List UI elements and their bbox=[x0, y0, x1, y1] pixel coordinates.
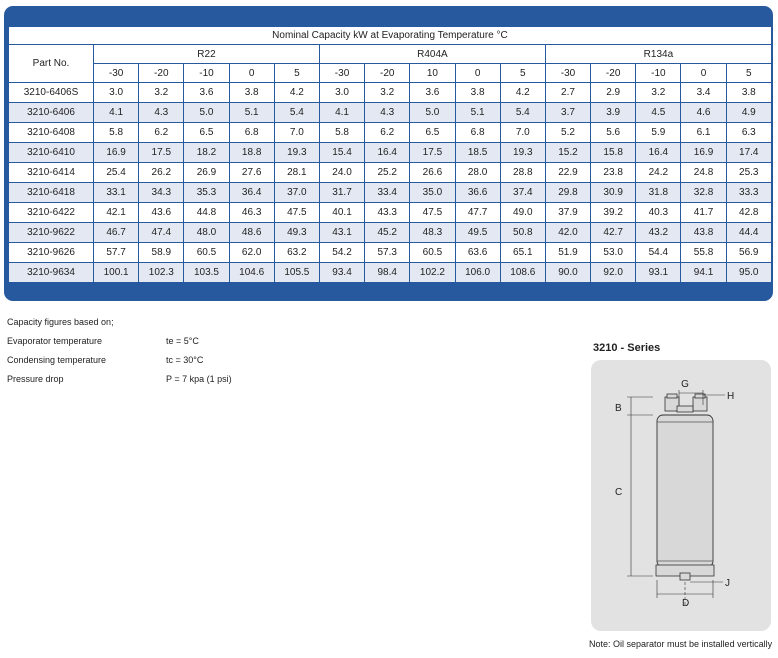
capacity-cell: 15.2 bbox=[545, 143, 590, 163]
condition-label: Evaporator temperature bbox=[7, 336, 103, 346]
capacity-cell: 3.6 bbox=[184, 83, 229, 103]
temperature-header: -20 bbox=[591, 64, 636, 83]
capacity-cell: 3.6 bbox=[410, 83, 455, 103]
dim-label-c: C bbox=[615, 487, 623, 498]
capacity-cell: 5.0 bbox=[184, 103, 229, 123]
capacity-cell: 7.0 bbox=[500, 123, 545, 143]
capacity-cell: 16.9 bbox=[94, 143, 139, 163]
conditions-heading: Capacity figures based on; bbox=[7, 317, 114, 327]
refrigerant-header-r404a: R404A bbox=[319, 45, 545, 64]
table-row bbox=[9, 143, 772, 163]
capacity-cell: 4.3 bbox=[139, 103, 184, 123]
capacity-cell: 37.9 bbox=[545, 203, 590, 223]
capacity-cell: 103.5 bbox=[184, 263, 229, 283]
capacity-cell: 60.5 bbox=[184, 243, 229, 263]
capacity-cell: 47.5 bbox=[274, 203, 319, 223]
table-row bbox=[9, 243, 772, 263]
capacity-cell: 3.8 bbox=[726, 83, 771, 103]
capacity-cell: 33.3 bbox=[726, 183, 771, 203]
temperature-header: 0 bbox=[455, 64, 500, 83]
capacity-cell: 3.7 bbox=[545, 103, 590, 123]
capacity-cell: 28.1 bbox=[274, 163, 319, 183]
capacity-cell: 15.8 bbox=[591, 143, 636, 163]
capacity-cell: 53.0 bbox=[591, 243, 636, 263]
capacity-cell: 39.2 bbox=[591, 203, 636, 223]
part-number-cell: 3210-9622 bbox=[9, 223, 94, 243]
capacity-cell: 49.0 bbox=[500, 203, 545, 223]
dim-label-h: H bbox=[727, 391, 735, 402]
table-row bbox=[9, 163, 772, 183]
capacity-cell: 3.8 bbox=[455, 83, 500, 103]
capacity-cell: 25.2 bbox=[365, 163, 410, 183]
capacity-cell: 3.2 bbox=[365, 83, 410, 103]
capacity-cell: 42.7 bbox=[591, 223, 636, 243]
capacity-cell: 6.8 bbox=[455, 123, 500, 143]
capacity-cell: 35.0 bbox=[410, 183, 455, 203]
dim-label-j: J bbox=[725, 578, 730, 589]
capacity-cell: 30.9 bbox=[591, 183, 636, 203]
capacity-cell: 4.2 bbox=[274, 83, 319, 103]
capacity-cell: 6.2 bbox=[365, 123, 410, 143]
capacity-cell: 5.6 bbox=[591, 123, 636, 143]
capacity-cell: 33.4 bbox=[365, 183, 410, 203]
capacity-cell: 58.9 bbox=[139, 243, 184, 263]
capacity-cell: 100.1 bbox=[94, 263, 139, 283]
capacity-cell: 26.2 bbox=[139, 163, 184, 183]
capacity-cell: 49.3 bbox=[274, 223, 319, 243]
capacity-cell: 47.5 bbox=[410, 203, 455, 223]
capacity-cell: 17.5 bbox=[139, 143, 184, 163]
capacity-cell: 5.2 bbox=[545, 123, 590, 143]
capacity-cell: 5.8 bbox=[94, 123, 139, 143]
capacity-cell: 4.5 bbox=[636, 103, 681, 123]
condition-label: Condensing temperature bbox=[7, 355, 107, 365]
capacity-cell: 56.9 bbox=[726, 243, 771, 263]
capacity-cell: 46.7 bbox=[94, 223, 139, 243]
capacity-cell: 6.3 bbox=[726, 123, 771, 143]
capacity-conditions bbox=[7, 313, 232, 389]
capacity-cell: 6.1 bbox=[681, 123, 726, 143]
temperature-header: 10 bbox=[410, 64, 455, 83]
capacity-cell: 5.8 bbox=[319, 123, 364, 143]
table-row bbox=[9, 83, 772, 103]
capacity-cell: 17.5 bbox=[410, 143, 455, 163]
capacity-cell: 5.1 bbox=[229, 103, 274, 123]
capacity-cell: 57.3 bbox=[365, 243, 410, 263]
temperature-header: -30 bbox=[545, 64, 590, 83]
capacity-cell: 42.1 bbox=[94, 203, 139, 223]
capacity-cell: 43.3 bbox=[365, 203, 410, 223]
capacity-cell: 24.2 bbox=[636, 163, 681, 183]
capacity-cell: 54.2 bbox=[319, 243, 364, 263]
condition-value: P = 7 kpa (1 psi) bbox=[166, 374, 232, 384]
capacity-cell: 4.6 bbox=[681, 103, 726, 123]
capacity-cell: 2.9 bbox=[591, 83, 636, 103]
capacity-cell: 3.8 bbox=[229, 83, 274, 103]
part-number-cell: 3210-9634 bbox=[9, 263, 94, 283]
capacity-cell: 27.6 bbox=[229, 163, 274, 183]
capacity-cell: 3.0 bbox=[319, 83, 364, 103]
part-number-cell: 3210-6406S bbox=[9, 83, 94, 103]
capacity-cell: 6.5 bbox=[184, 123, 229, 143]
capacity-cell: 31.7 bbox=[319, 183, 364, 203]
capacity-cell: 24.8 bbox=[681, 163, 726, 183]
part-number-cell: 3210-6410 bbox=[9, 143, 94, 163]
capacity-cell: 4.1 bbox=[94, 103, 139, 123]
capacity-cell: 6.8 bbox=[229, 123, 274, 143]
capacity-cell: 106.0 bbox=[455, 263, 500, 283]
capacity-cell: 104.6 bbox=[229, 263, 274, 283]
capacity-cell: 2.7 bbox=[545, 83, 590, 103]
capacity-cell: 28.8 bbox=[500, 163, 545, 183]
condition-value: tc = 30°C bbox=[166, 355, 204, 365]
capacity-cell: 44.8 bbox=[184, 203, 229, 223]
capacity-cell: 32.8 bbox=[681, 183, 726, 203]
capacity-cell: 55.8 bbox=[681, 243, 726, 263]
capacity-cell: 65.1 bbox=[500, 243, 545, 263]
refrigerant-header-r134a: R134a bbox=[545, 45, 771, 64]
capacity-cell: 16.9 bbox=[681, 143, 726, 163]
capacity-cell: 7.0 bbox=[274, 123, 319, 143]
capacity-cell: 63.6 bbox=[455, 243, 500, 263]
dim-label-b: B bbox=[615, 403, 622, 414]
capacity-cell: 6.5 bbox=[410, 123, 455, 143]
capacity-cell: 5.1 bbox=[455, 103, 500, 123]
part-no-header: Part No. bbox=[9, 45, 94, 83]
capacity-cell: 4.1 bbox=[319, 103, 364, 123]
capacity-cell: 62.0 bbox=[229, 243, 274, 263]
capacity-cell: 3.0 bbox=[94, 83, 139, 103]
dim-label-d: D bbox=[682, 598, 690, 609]
capacity-cell: 40.3 bbox=[636, 203, 681, 223]
capacity-cell: 24.0 bbox=[319, 163, 364, 183]
temperature-header: 5 bbox=[726, 64, 771, 83]
temperature-header: 5 bbox=[500, 64, 545, 83]
table-row bbox=[9, 183, 772, 203]
capacity-cell: 15.4 bbox=[319, 143, 364, 163]
capacity-cell: 43.2 bbox=[636, 223, 681, 243]
top-fittings bbox=[665, 394, 707, 412]
temperature-header: -20 bbox=[139, 64, 184, 83]
capacity-cell: 108.6 bbox=[500, 263, 545, 283]
capacity-cell: 34.3 bbox=[139, 183, 184, 203]
installation-note: Note: Oil separator must be installed vertically bbox=[589, 639, 773, 649]
capacity-cell: 43.8 bbox=[681, 223, 726, 243]
capacity-cell: 17.4 bbox=[726, 143, 771, 163]
capacity-cell: 5.4 bbox=[274, 103, 319, 123]
capacity-cell: 4.9 bbox=[726, 103, 771, 123]
condition-label: Pressure drop bbox=[7, 374, 64, 384]
capacity-cell: 16.4 bbox=[365, 143, 410, 163]
temperature-header: -30 bbox=[319, 64, 364, 83]
capacity-cell: 4.3 bbox=[365, 103, 410, 123]
temperature-header: 0 bbox=[681, 64, 726, 83]
capacity-cell: 3.2 bbox=[636, 83, 681, 103]
capacity-cell: 25.3 bbox=[726, 163, 771, 183]
separator-body bbox=[656, 415, 714, 606]
capacity-cell: 19.3 bbox=[500, 143, 545, 163]
capacity-cell: 48.3 bbox=[410, 223, 455, 243]
part-number-cell: 3210-6408 bbox=[9, 123, 94, 143]
table-row bbox=[9, 263, 772, 283]
table-row bbox=[9, 203, 772, 223]
capacity-cell: 43.6 bbox=[139, 203, 184, 223]
capacity-cell: 5.4 bbox=[500, 103, 545, 123]
capacity-cell: 36.4 bbox=[229, 183, 274, 203]
capacity-cell: 98.4 bbox=[365, 263, 410, 283]
capacity-cell: 93.1 bbox=[636, 263, 681, 283]
refrigerant-header-r22: R22 bbox=[94, 45, 320, 64]
temperature-header: -10 bbox=[184, 64, 229, 83]
capacity-cell: 4.2 bbox=[500, 83, 545, 103]
table-row bbox=[9, 123, 772, 143]
capacity-cell: 18.5 bbox=[455, 143, 500, 163]
capacity-cell: 46.3 bbox=[229, 203, 274, 223]
capacity-cell: 33.1 bbox=[94, 183, 139, 203]
capacity-cell: 3.2 bbox=[139, 83, 184, 103]
capacity-cell: 3.9 bbox=[591, 103, 636, 123]
oil-separator-drawing bbox=[591, 360, 771, 631]
capacity-cell: 37.4 bbox=[500, 183, 545, 203]
capacity-cell: 40.1 bbox=[319, 203, 364, 223]
capacity-cell: 35.3 bbox=[184, 183, 229, 203]
temperature-header: -30 bbox=[94, 64, 139, 83]
capacity-cell: 43.1 bbox=[319, 223, 364, 243]
capacity-cell: 37.0 bbox=[274, 183, 319, 203]
part-number-cell: 3210-6418 bbox=[9, 183, 94, 203]
capacity-cell: 50.8 bbox=[500, 223, 545, 243]
temperature-header: 5 bbox=[274, 64, 319, 83]
capacity-cell: 45.2 bbox=[365, 223, 410, 243]
capacity-cell: 5.9 bbox=[636, 123, 681, 143]
capacity-cell: 102.3 bbox=[139, 263, 184, 283]
table-row bbox=[9, 103, 772, 123]
capacity-cell: 41.7 bbox=[681, 203, 726, 223]
temperature-header: -10 bbox=[636, 64, 681, 83]
part-number-cell: 3210-6422 bbox=[9, 203, 94, 223]
capacity-cell: 42.8 bbox=[726, 203, 771, 223]
capacity-cell: 51.9 bbox=[545, 243, 590, 263]
capacity-cell: 19.3 bbox=[274, 143, 319, 163]
series-title: 3210 - Series bbox=[593, 342, 661, 354]
capacity-cell: 28.0 bbox=[455, 163, 500, 183]
capacity-cell: 26.6 bbox=[410, 163, 455, 183]
capacity-cell: 57.7 bbox=[94, 243, 139, 263]
capacity-cell: 48.0 bbox=[184, 223, 229, 243]
capacity-cell: 42.0 bbox=[545, 223, 590, 243]
capacity-cell: 63.2 bbox=[274, 243, 319, 263]
capacity-cell: 23.8 bbox=[591, 163, 636, 183]
capacity-cell: 22.9 bbox=[545, 163, 590, 183]
capacity-cell: 44.4 bbox=[726, 223, 771, 243]
capacity-cell: 36.6 bbox=[455, 183, 500, 203]
table-title: Nominal Capacity kW at Evaporating Temperature °C bbox=[9, 27, 772, 45]
capacity-cell: 102.2 bbox=[410, 263, 455, 283]
capacity-table bbox=[8, 26, 772, 283]
condition-value: te = 5°C bbox=[166, 336, 199, 346]
capacity-cell: 94.1 bbox=[681, 263, 726, 283]
capacity-cell: 3.4 bbox=[681, 83, 726, 103]
capacity-cell: 18.2 bbox=[184, 143, 229, 163]
capacity-cell: 18.8 bbox=[229, 143, 274, 163]
table-row bbox=[9, 223, 772, 243]
capacity-cell: 6.2 bbox=[139, 123, 184, 143]
capacity-cell: 48.6 bbox=[229, 223, 274, 243]
capacity-cell: 16.4 bbox=[636, 143, 681, 163]
capacity-cell: 47.7 bbox=[455, 203, 500, 223]
temperature-header: 0 bbox=[229, 64, 274, 83]
temperature-header: -20 bbox=[365, 64, 410, 83]
capacity-cell: 47.4 bbox=[139, 223, 184, 243]
capacity-cell: 93.4 bbox=[319, 263, 364, 283]
capacity-cell: 26.9 bbox=[184, 163, 229, 183]
capacity-cell: 105.5 bbox=[274, 263, 319, 283]
capacity-cell: 29.8 bbox=[545, 183, 590, 203]
capacity-cell: 5.0 bbox=[410, 103, 455, 123]
part-number-cell: 3210-6414 bbox=[9, 163, 94, 183]
capacity-cell: 31.8 bbox=[636, 183, 681, 203]
part-number-cell: 3210-9626 bbox=[9, 243, 94, 263]
capacity-cell: 49.5 bbox=[455, 223, 500, 243]
capacity-cell: 92.0 bbox=[591, 263, 636, 283]
capacity-cell: 54.4 bbox=[636, 243, 681, 263]
capacity-cell: 95.0 bbox=[726, 263, 771, 283]
part-number-cell: 3210-6406 bbox=[9, 103, 94, 123]
dim-label-g: G bbox=[681, 379, 689, 390]
capacity-cell: 60.5 bbox=[410, 243, 455, 263]
capacity-cell: 90.0 bbox=[545, 263, 590, 283]
capacity-cell: 25.4 bbox=[94, 163, 139, 183]
